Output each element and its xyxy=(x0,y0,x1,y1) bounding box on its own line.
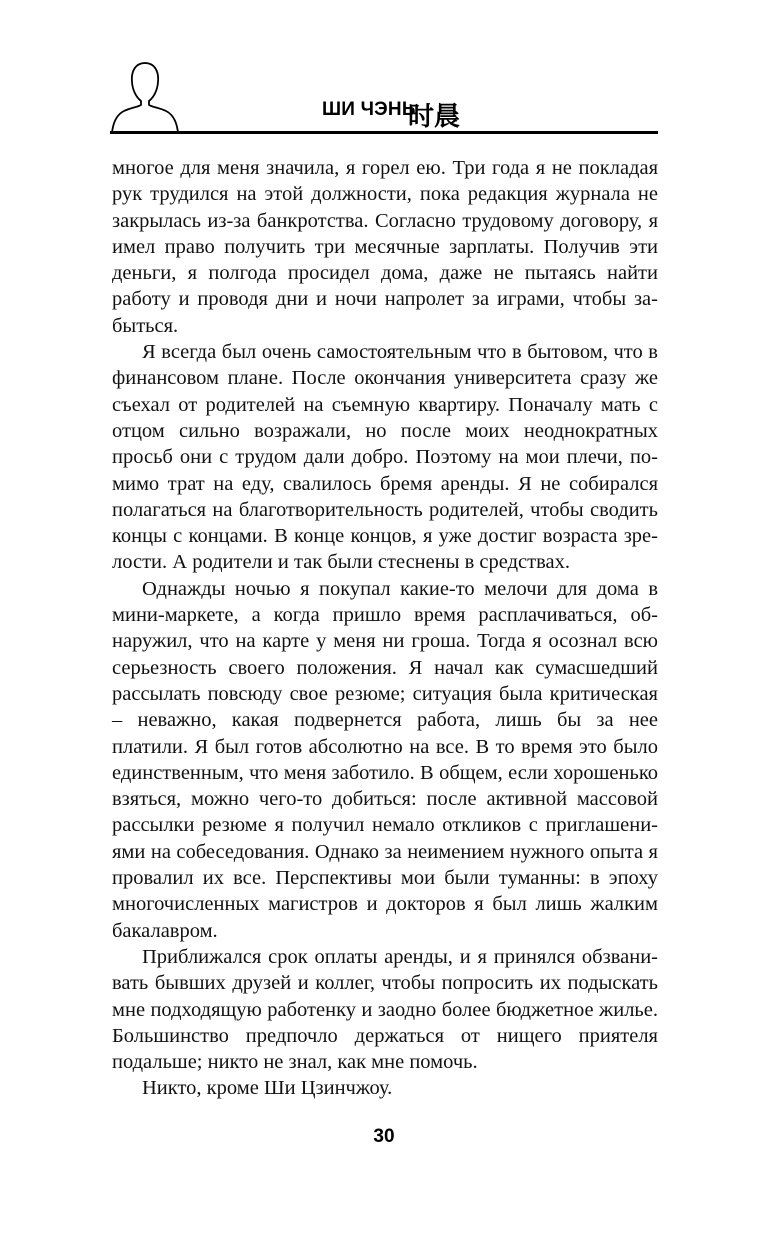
header-rule xyxy=(110,131,658,134)
body-text xyxy=(112,155,658,1102)
running-header xyxy=(0,0,768,140)
person-silhouette-icon xyxy=(110,60,180,134)
paragraph: Я всегда был очень самостоятельным что в бытовом, что в финансовом плане. После окончания университета сразу же съехал от родителей на съемную квартиру. Поначалу мать с отцом сильно возражали, но после моих неоднократных просьб они с трудом дали добро. Поэтому на мои плечи, помимо трат на еду, свалилось бремя аренды. Я не собирался полагаться на благотворительность родителей, чтобы сводить концы с концами. В конце концов, я уже достиг возраста зрелости. А родители и так были стеснены в средствах. xyxy=(112,341,658,574)
page-number: 30 xyxy=(373,1126,395,1147)
paragraph: многое для меня значила, я горел ею. Три года я не покладая рук трудился на этой должности, пока редакция журнала не закрылась из-за банкротства. Согласно трудовому договору, я имел право получить три месячные зарплаты. Получив эти деньги, я полгода просидел дома, даже не пытаясь найти работу и проводя дни и ночи напролет за играми, чтобы забыться. xyxy=(112,157,658,337)
author-name: ШИ ЧЭНЬ xyxy=(322,99,416,120)
paragraph: Приближался срок оплаты аренды, и я принялся обзванивать бывших друзей и коллег, чтобы попросить их подыскать мне подходящую работенку и заодно более бюджетное жилье. Большинство предпочло держаться от нищего приятеля подальше; никто не знал, как мне помочь. xyxy=(112,945,658,1074)
author-name-hanzi: 时晨 xyxy=(408,102,461,132)
paragraph: Однажды ночью я покупал какие-то мелочи для дома в мини-маркете, а когда пришло время расплачиваться, обнаружил, что на карте у меня ни гроша. Тогда я осознал всю серьезность своего положения. Я начал как сумасшедший рассылать повсюду свое резюме; ситуация была критическая – неважно, какая подвернется работа, лишь бы за нее платили. Я был готов абсолютно на все. В то время это было единственным, что меня заботило. В общем, если хорошенько взяться, можно чего-то добиться: после активной массовой рассылки резюме я получил немало откликов с приглашениями на собеседования. Однако за неимением нужного опыта я провалил их все. Перспективы мои были туманны: в эпоху многочисленных магистров и докторов я был лишь жалким бакалавром. xyxy=(112,577,658,942)
paragraph: Никто, кроме Ши Цзинчжоу. xyxy=(142,1077,393,1100)
